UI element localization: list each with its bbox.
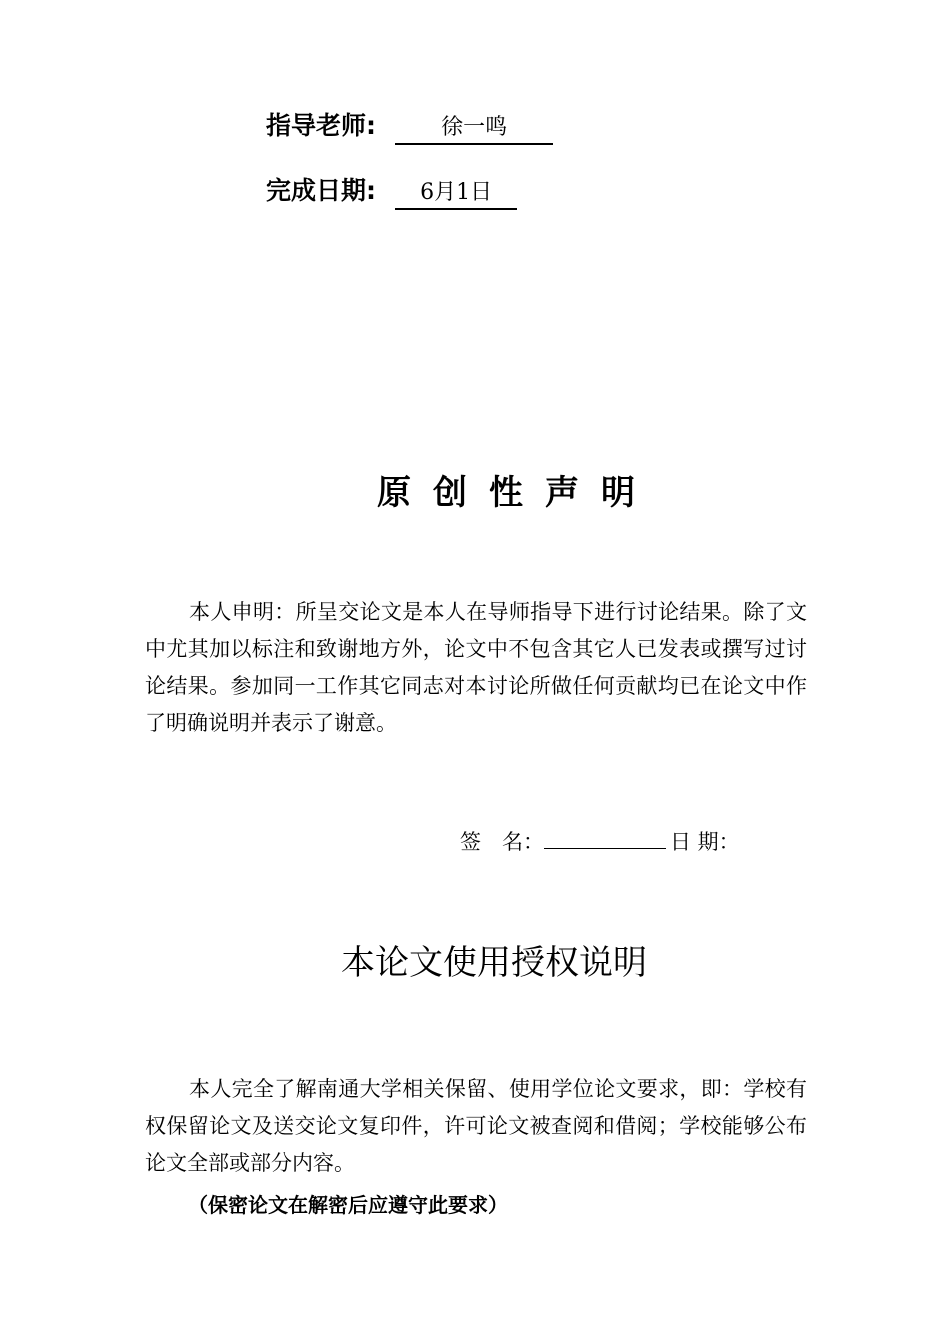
confidential-note: （保密论文在解密后应遵守此要求） [188, 1193, 508, 1217]
completion-date-label: 完成日期: [266, 176, 376, 205]
signature-row [460, 826, 740, 857]
completion-date-row [266, 176, 517, 210]
advisor-row [266, 111, 553, 145]
signature-label: 签 名： [460, 830, 544, 854]
completion-date-value: 6月1日 [395, 178, 517, 210]
authorization-body: 本人完全了解南通大学相关保留、使用学位论文要求，即：学校有权保留论文及送交论文复印件，许可论文被查阅和借阅；学校能够公布论文全部或部分内容。 [145, 1077, 807, 1175]
advisor-label: 指导老师: [266, 111, 376, 140]
signature-date-label: 日 期： [670, 830, 740, 854]
originality-title: 原创性声明 [377, 473, 657, 513]
signature-blank [544, 826, 666, 849]
authorization-title: 本论文使用授权说明 [341, 943, 647, 983]
advisor-value: 徐一鸣 [395, 113, 553, 145]
originality-body: 本人申明：所呈交论文是本人在导师指导下进行讨论结果。除了文中尤其加以标注和致谢地方外，论文中不包含其它人已发表或撰写过讨论结果。参加同一工作其它同志对本讨论所做任何贡献均已在论文中作了明确说明并表示了谢意。 [145, 600, 807, 735]
